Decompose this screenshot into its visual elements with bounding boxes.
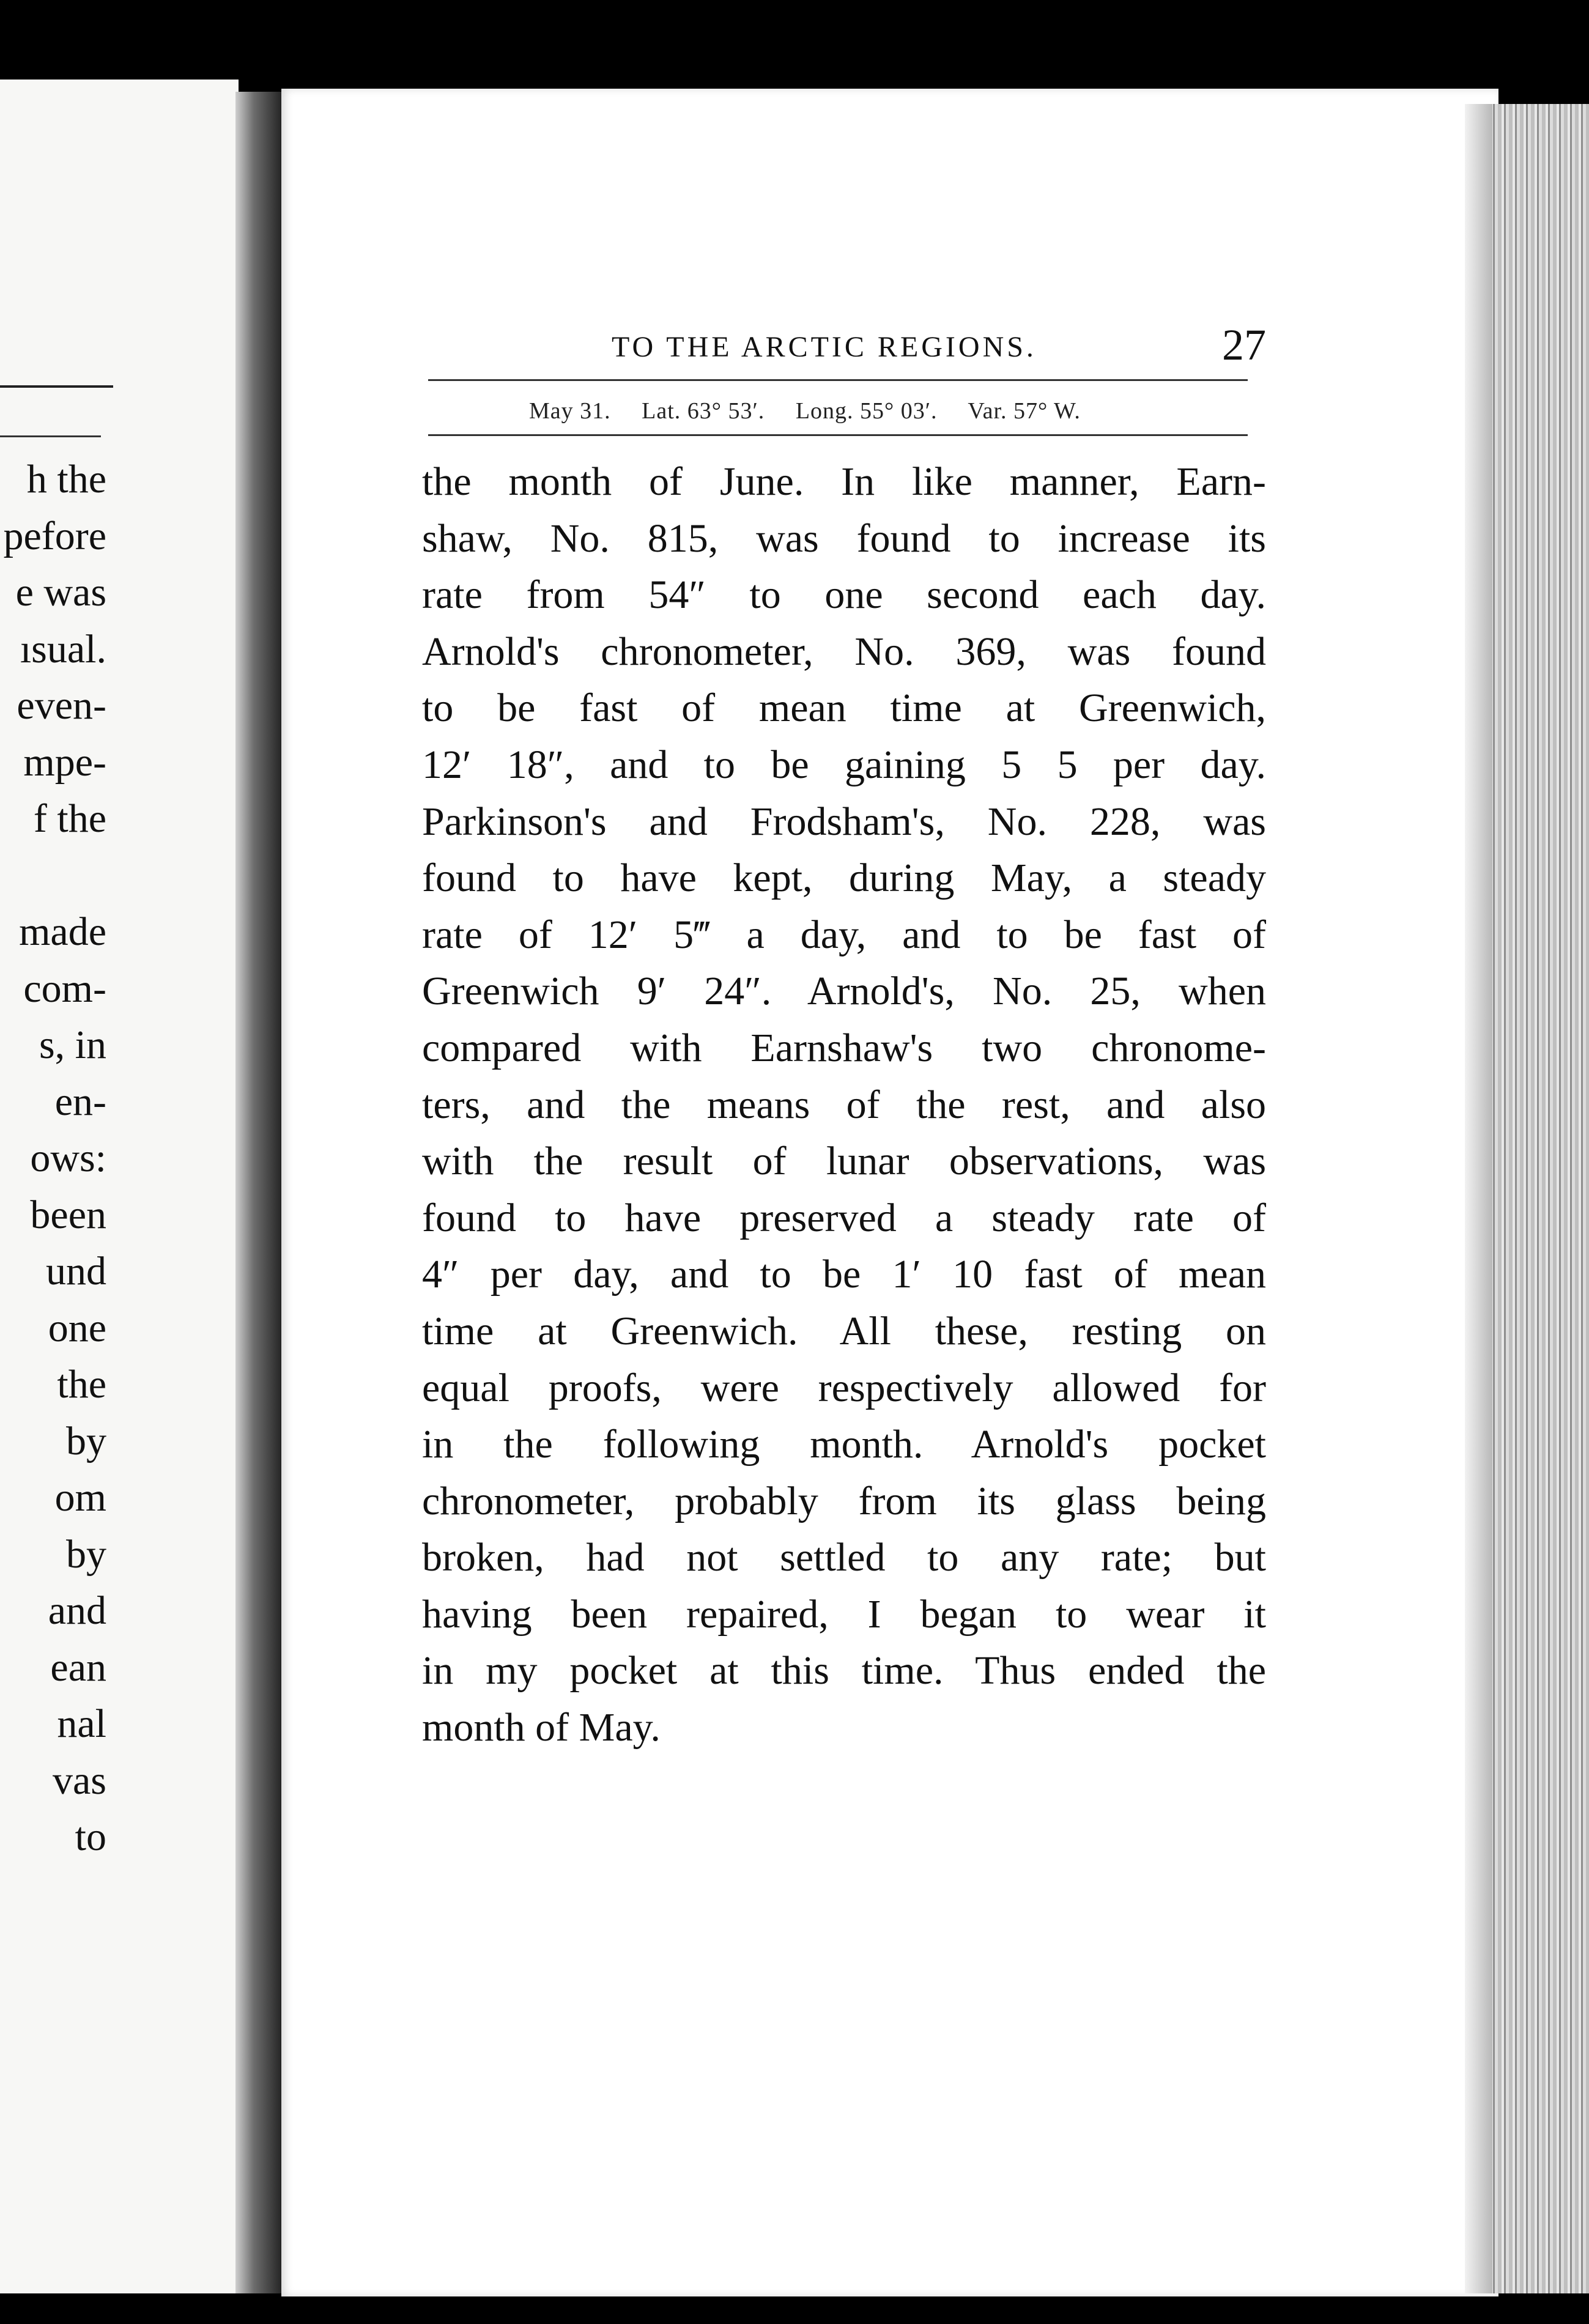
- text-line: time at Greenwich. All these, resting on: [422, 1308, 1266, 1353]
- previous-page-rule: [0, 385, 113, 388]
- text-line: broken, had not settled to any rate; but: [422, 1535, 1266, 1580]
- text-line: rate of 12′ 5‴ a day, and to be fast of: [422, 912, 1266, 957]
- previous-page-rule-thin: [0, 435, 101, 437]
- text-line: Greenwich 9′ 24″. Arnold's, No. 25, when: [422, 969, 1266, 1014]
- log-date: May 31.: [529, 398, 611, 424]
- text-line: 4″ per day, and to be 1′ 10 fast of mean: [422, 1252, 1266, 1297]
- previous-page-line: ows:: [30, 1136, 106, 1180]
- text-line: having been repaired, I began to wear it: [422, 1591, 1266, 1637]
- text-line: in the following month. Arnold's pocket: [422, 1422, 1266, 1467]
- previous-page-line: and: [48, 1588, 106, 1633]
- header-rule-bottom: [428, 434, 1248, 436]
- previous-page-line: h the: [26, 457, 106, 501]
- previous-page-line: one: [48, 1305, 106, 1350]
- text-line: 12′ 18″, and to be gaining 5 5 per day.: [422, 742, 1266, 787]
- previous-page-line: f the: [33, 796, 106, 841]
- log-longitude: Long. 55° 03′.: [795, 398, 938, 424]
- header-rule-top: [428, 379, 1248, 381]
- previous-page-line: om: [54, 1475, 106, 1520]
- previous-page-line: nal: [57, 1701, 106, 1746]
- text-line: equal proofs, were respectively allowed for: [422, 1365, 1266, 1410]
- previous-page-line: made: [19, 909, 106, 954]
- book-gutter: [235, 92, 281, 2293]
- text-line: ters, and the means of the rest, and also: [422, 1082, 1266, 1127]
- text-line: Arnold's chronometer, No. 369, was found: [422, 629, 1266, 674]
- page-edges: [1465, 104, 1589, 2293]
- page-number: 27: [1222, 320, 1266, 369]
- previous-page-line: by: [66, 1418, 106, 1464]
- text-line: to be fast of mean time at Greenwich,: [422, 686, 1266, 731]
- text-line: chronometer, probably from its glass being: [422, 1478, 1266, 1523]
- previous-page-line: ısual.: [20, 626, 106, 672]
- running-head-title: TO THE ARCTIC REGIONS.: [612, 331, 1037, 363]
- text-line: in my pocket at this time. Thus ended the: [422, 1648, 1266, 1693]
- previous-page-line: en-: [54, 1079, 106, 1124]
- text-line: found to have kept, during May, a steady: [422, 856, 1266, 901]
- previous-page-line: by: [66, 1531, 106, 1577]
- text-line: rate from 54″ to one second each day.: [422, 572, 1266, 618]
- text-line: shaw, No. 815, was found to increase its: [422, 516, 1266, 561]
- previous-page-line: mpe-: [23, 739, 106, 785]
- text-line: with the result of lunar observations, was: [422, 1139, 1266, 1184]
- previous-page-line: com-: [23, 966, 106, 1011]
- previous-page-line: even-: [17, 683, 106, 728]
- text-line: Parkinson's and Frodsham's, No. 228, was: [422, 799, 1266, 844]
- previous-page-line: s, in: [39, 1023, 106, 1067]
- previous-page-line: [0, 848, 106, 905]
- text-line: the month of June. In like manner, Earn-: [422, 459, 1266, 504]
- previous-page-line: pefore: [3, 513, 106, 558]
- log-entry: [529, 398, 1177, 424]
- text-line: month of May.: [422, 1705, 661, 1750]
- previous-page-line: the: [57, 1362, 106, 1407]
- previous-page-text: [0, 451, 106, 1866]
- previous-page-line: ean: [50, 1645, 106, 1690]
- previous-page-line: been: [30, 1192, 106, 1237]
- previous-page-line: vas: [53, 1758, 106, 1803]
- log-latitude: Lat. 63° 53′.: [642, 398, 765, 424]
- previous-page-line: e was: [15, 570, 106, 615]
- running-head: [612, 320, 1266, 370]
- log-variation: Var. 57° W.: [968, 398, 1081, 424]
- text-line: found to have preserved a steady rate of: [422, 1195, 1266, 1240]
- previous-page-line: und: [46, 1249, 106, 1293]
- previous-page-line: to: [75, 1815, 106, 1859]
- text-line: compared with Earnshaw's two chronome-: [422, 1025, 1266, 1070]
- body-text: [422, 454, 1266, 1756]
